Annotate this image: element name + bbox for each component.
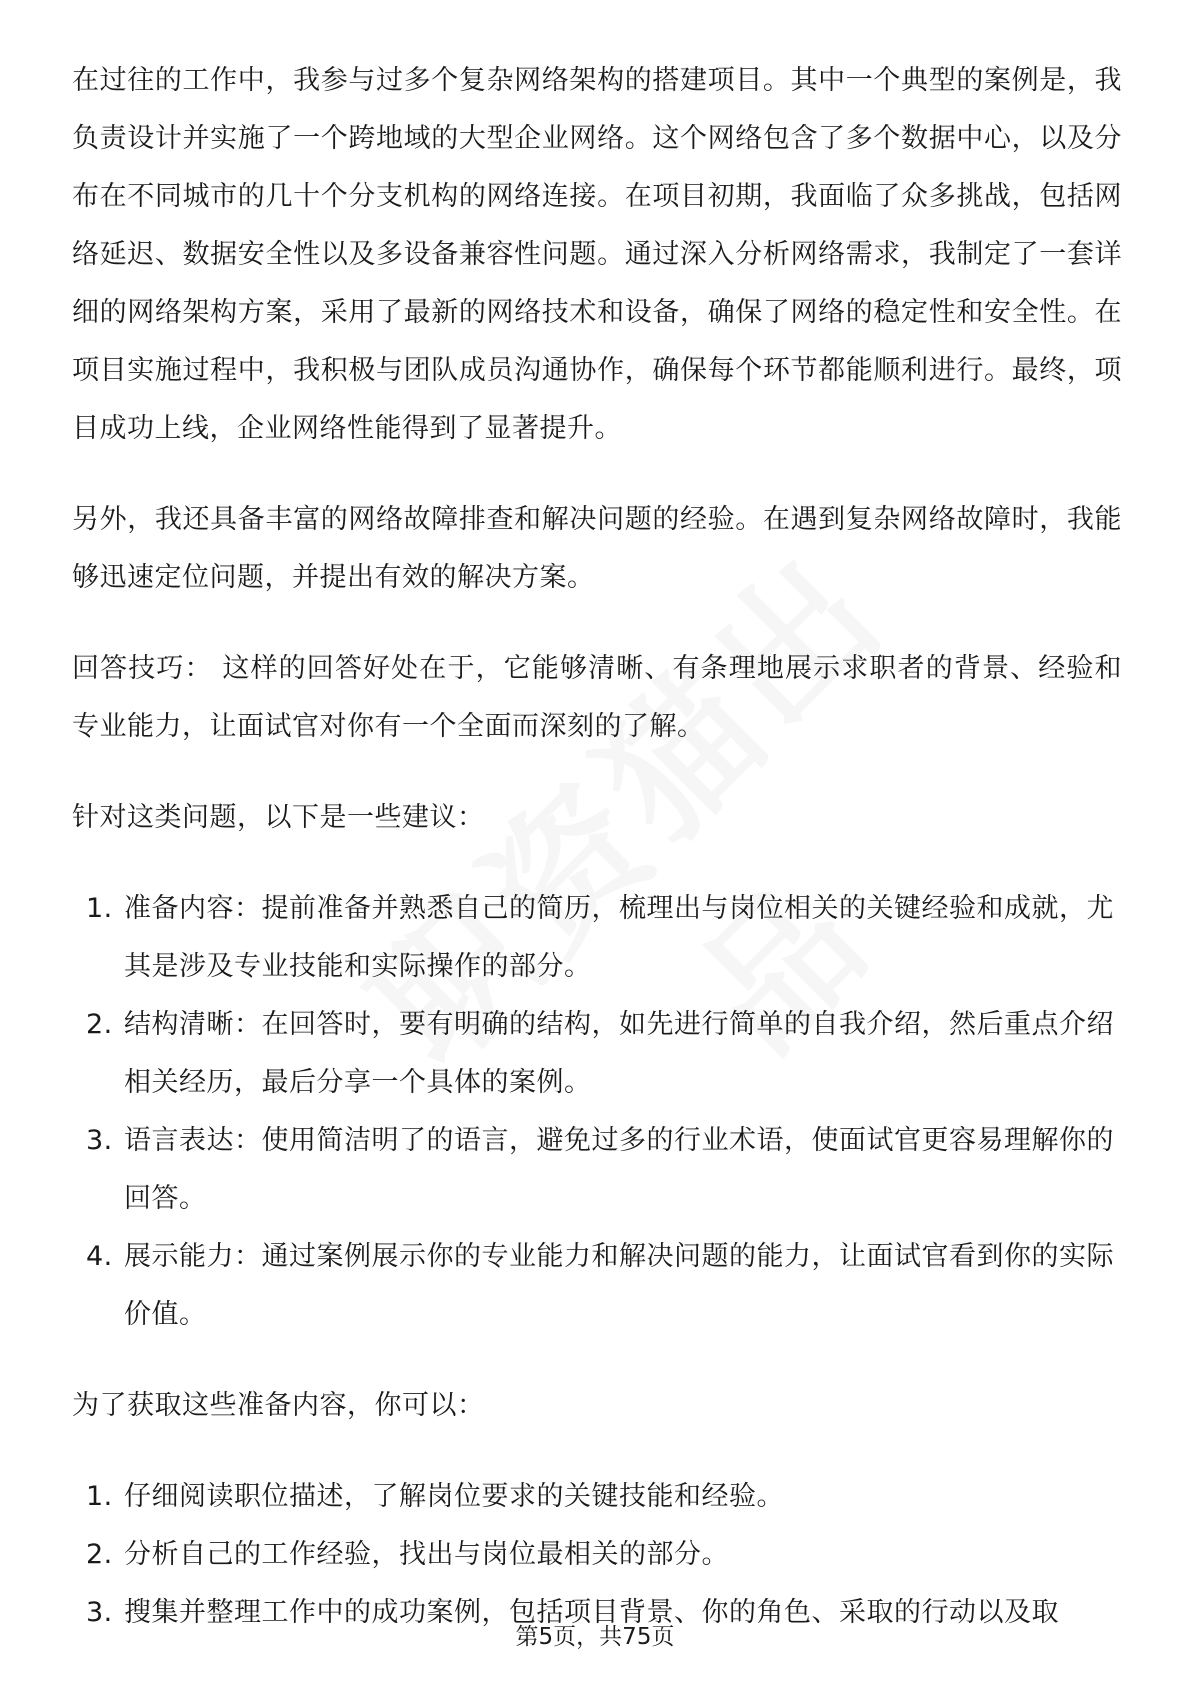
paragraph-answer-tips: 回答技巧： 这样的回答好处在于，它能够清晰、有条理地展示求职者的背景、经验和专业能力，让面试官对你有一个全面而深刻的了解。 — [72, 653, 1122, 742]
paragraph-troubleshooting: 另外，我还具备丰富的网络故障排查和解决问题的经验。在遇到复杂网络故障时，我能够迅速定位问题，并提出有效的解决方案。 — [72, 504, 1122, 593]
page-number-footer: 第5页，共75页 — [515, 1624, 675, 1650]
list-item — [72, 880, 1122, 996]
list-item-text: 搜集并整理工作中的成功案例，包括项目背景、你的角色、采取的行动以及取 — [124, 1597, 1059, 1628]
list-item — [72, 1228, 1122, 1344]
suggestions-list — [72, 880, 1122, 1344]
list-item-text: 仔细阅读职位描述，了解岗位要求的关键技能和经验。 — [124, 1481, 784, 1512]
list-item — [72, 1526, 1122, 1584]
list-number: 3. — [86, 1597, 113, 1628]
document-body — [72, 52, 1122, 1675]
list-item-text: 结构清晰：在回答时，要有明确的结构，如先进行简单的自我介绍，然后重点介绍相关经历，最后分享一个具体的案例。 — [124, 1009, 1114, 1098]
list-item-text: 展示能力：通过案例展示你的专业能力和解决问题的能力，让面试官看到你的实际价值。 — [124, 1241, 1114, 1330]
list-number: 1. — [86, 1481, 113, 1512]
preparation-list — [72, 1468, 1122, 1642]
list-number: 1. — [86, 893, 113, 924]
list-item-text: 分析自己的工作经验，找出与岗位最相关的部分。 — [124, 1539, 729, 1570]
paragraph-project-experience: 在过往的工作中，我参与过多个复杂网络架构的搭建项目。其中一个典型的案例是，我负责设计并实施了一个跨地域的大型企业网络。这个网络包含了多个数据中心，以及分布在不同城市的几十个分支机构的网络连接。在项目初期，我面临了众多挑战，包括网络延迟、数据安全性以及多设备兼容性问题。通过深入分析网络需求，我制定了一套详细的网络架构方案，采用了最新的网络技术和设备，确保了网络的稳定性和安全性。在项目实施过程中，我积极与团队成员沟通协作，确保每个环节都能顺利进行。最终，项目成功上线，企业网络性能得到了显著提升。 — [72, 65, 1122, 444]
paragraph-preparation-intro: 为了获取这些准备内容，你可以： — [72, 1390, 485, 1421]
list-item-text: 语言表达：使用简洁明了的语言，避免过多的行业术语，使面试官更容易理解你的回答。 — [124, 1125, 1114, 1214]
list-item-text: 准备内容：提前准备并熟悉自己的简历，梳理出与岗位相关的关键经验和成就，尤其是涉及专业技能和实际操作的部分。 — [124, 893, 1114, 982]
paragraph-suggestions-intro: 针对这类问题，以下是一些建议： — [72, 802, 485, 833]
list-number: 3. — [86, 1125, 113, 1156]
list-item — [72, 1112, 1122, 1228]
list-number: 4. — [86, 1241, 113, 1272]
list-item — [72, 1468, 1122, 1526]
list-number: 2. — [86, 1009, 113, 1040]
list-item — [72, 996, 1122, 1112]
list-number: 2. — [86, 1539, 113, 1570]
